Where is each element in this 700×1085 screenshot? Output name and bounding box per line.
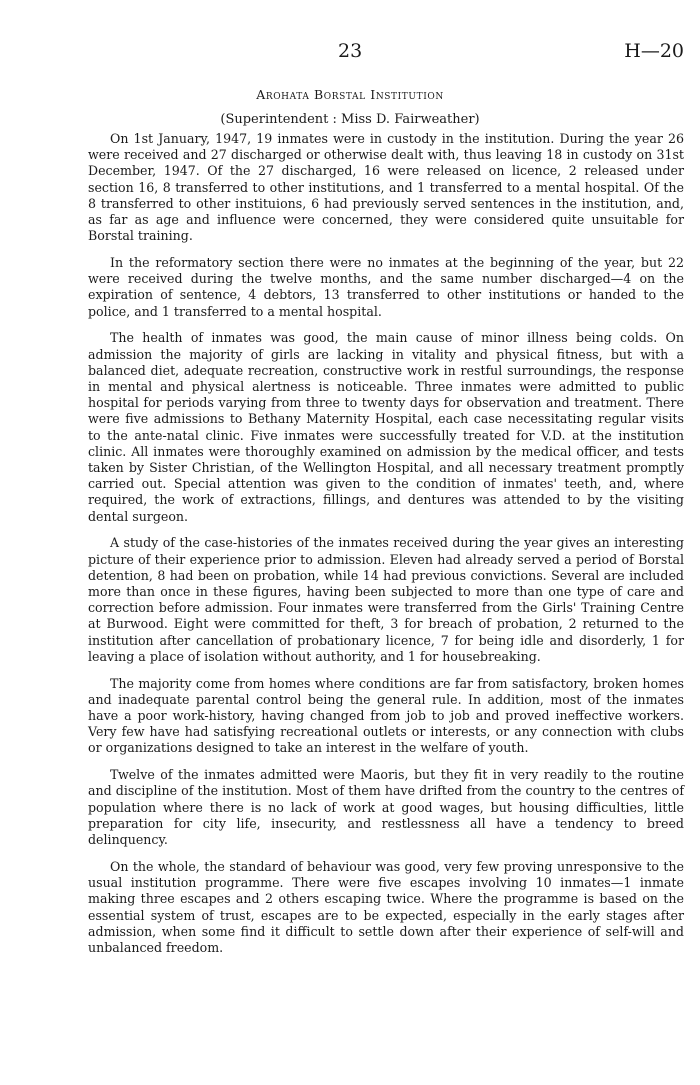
section-heading bbox=[0, 86, 700, 130]
paragraph: The health of inmates was good, the main cause of minor illness being colds. On admission the majority of girls are lacking in vitality and physical fitness, but with a balanced diet, adequate recreation, constructive work in restful surroundings, the response in mental and physical alertness is noticeable. Three inmates were admitted to public hospital for periods varying from three to twenty days for observation and treatment. There were five admissions to Bethany Maternity Hospital, each case necessitating regular visits to the ante-natal clinic. Five inmates were successfully treated for V.D. at the institution clinic. All inmates were thoroughly examined on admission by the medical officer, and tests taken by Sister Christian, of the Wellington Hospital, and all necessary treatment promptly carried out. Special attention was given to the condition of inmates' teeth, and, where required, the work of extractions, fillings, and dentures was attended to by the visiting dental surgeon. bbox=[88, 330, 684, 524]
paragraph: Twelve of the inmates admitted were Maoris, but they fit in very readily to the routine and discipline of the institution. Most of them have drifted from the country to the centres of population where there is no lack of work at good wages, but housing difficulties, little preparation for city life, insecurity, and restlessness all have a tendency to breed delinquency. bbox=[88, 767, 684, 848]
paragraph: On the whole, the standard of behaviour was good, very few proving unresponsive to the usual institution programme. There were five escapes involving 10 inmates—1 inmate making three escapes and 2 others escaping twice. Where the programme is based on the essential system of trust, escapes are to be expected, especially in the early stages after admission, when some find it difficult to settle down after their experience of self-will and unbalanced freedom. bbox=[88, 858, 684, 955]
body-text bbox=[88, 131, 684, 967]
paragraph: A study of the case-histories of the inmates received during the year gives an interesting picture of their experience prior to admission. Eleven had already served a period of Borstal detention, 8 had been on probation, while 14 had previous convictions. Several are included more than once in these figures, having been subjected to more than one type of care and correction before admission. Four inmates were transferred from the Girls' Training Centre at Burwood. Eight were committed for theft, 3 for breach of probation, 2 returned to the institution after cancellation of probationary licence, 7 for being idle and disorderly, 1 for leaving a place of isolation without authority, and 1 for housebreaking. bbox=[88, 535, 684, 664]
page-number: 23 bbox=[338, 40, 363, 62]
section-title: Arohata Borstal Institution bbox=[256, 87, 444, 102]
paragraph: In the reformatory section there were no inmates at the beginning of the year, but 22 were received during the twelve months, and the same number discharged—4 on the expiration of sentence, 4 debtors, 13 transferred to other institutions or handed to the police, and 1 transferred to a mental hospital. bbox=[88, 255, 684, 319]
section-subtitle: (Superintendent : Miss D. Fairweather) bbox=[220, 112, 480, 127]
document-reference: H—20 bbox=[624, 40, 684, 62]
paragraph: The majority come from homes where conditions are far from satisfactory, broken homes and inadequate parental control being the general rule. In addition, most of the inmates have a poor work-history, having changed from job to job and proved ineffective workers. Very few have had satisfying recreational outlets or interests, or any connection with clubs or organizations designed to take an interest in the welfare of youth. bbox=[88, 675, 684, 756]
paragraph: On 1st January, 1947, 19 inmates were in custody in the institution. During the year 26 were received and 27 discharged or otherwise dealt with, thus leaving 18 in custody on 31st December, 1947. Of the 27 discharged, 16 were released on licence, 2 released under section 16, 8 transferred to other institutions, and 1 transferred to a mental hospital. Of the 8 transferred to other instituions, 6 had previously served sentences in the institution, and, as far as age and influence were concerned, they were considered quite unsuitable for Borstal training. bbox=[88, 131, 684, 244]
page-header bbox=[0, 40, 700, 70]
